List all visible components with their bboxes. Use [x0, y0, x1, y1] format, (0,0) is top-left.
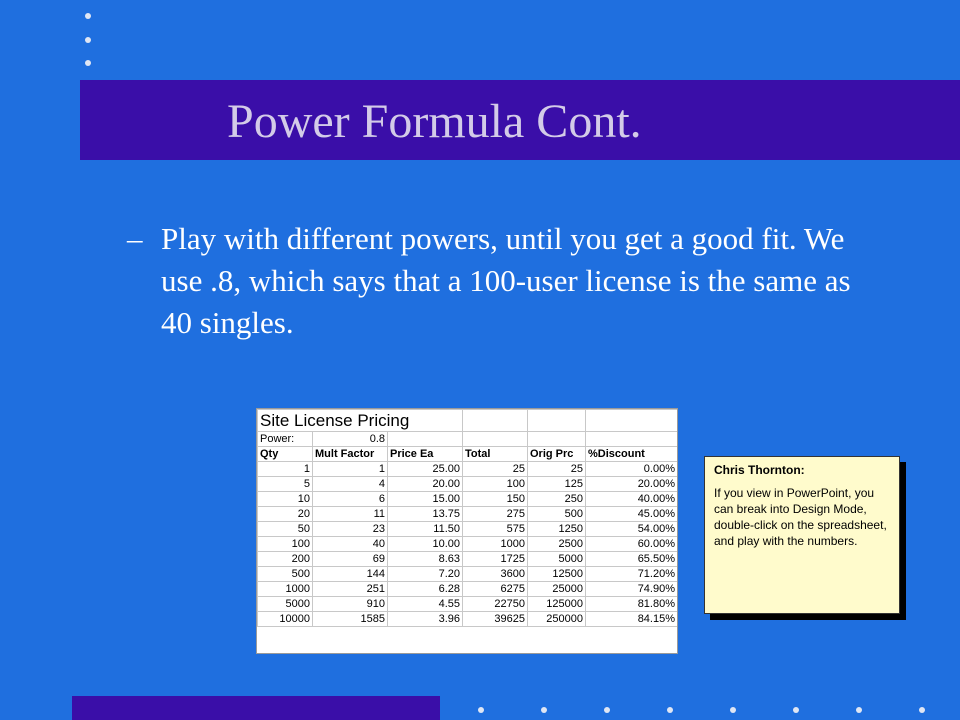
table-cell: 2500 — [528, 537, 586, 552]
table-cell: 10.00 — [388, 537, 463, 552]
power-value: 0.8 — [313, 432, 388, 447]
column-header: Price Ea — [388, 447, 463, 462]
table-row — [258, 477, 678, 492]
table-cell: 250000 — [528, 612, 586, 627]
table-cell: 6275 — [463, 582, 528, 597]
table-cell: 23 — [313, 522, 388, 537]
table-cell: 125 — [528, 477, 586, 492]
table-cell — [586, 432, 678, 447]
decorative-dot — [85, 60, 91, 66]
table-cell: 0.00% — [586, 462, 678, 477]
table-cell: 100 — [258, 537, 313, 552]
table-row — [258, 552, 678, 567]
table-cell: 7.20 — [388, 567, 463, 582]
table-cell: 4 — [313, 477, 388, 492]
bullet-marker: – — [127, 221, 143, 256]
table-cell: 8.63 — [388, 552, 463, 567]
table-cell — [586, 410, 678, 432]
table-cell: 74.90% — [586, 582, 678, 597]
table-cell — [528, 432, 586, 447]
column-header: Mult Factor — [313, 447, 388, 462]
decorative-dot — [730, 707, 736, 713]
table-cell: 40 — [313, 537, 388, 552]
column-header: %Discount — [586, 447, 678, 462]
table-cell: 910 — [313, 597, 388, 612]
table-cell — [528, 410, 586, 432]
table-cell: 54.00% — [586, 522, 678, 537]
table-cell: 25 — [528, 462, 586, 477]
table-cell: 1 — [258, 462, 313, 477]
table-cell: 100 — [463, 477, 528, 492]
table-cell: 40.00% — [586, 492, 678, 507]
table-cell: 50 — [258, 522, 313, 537]
table-cell: 275 — [463, 507, 528, 522]
table-cell: 1725 — [463, 552, 528, 567]
decorative-dot — [478, 707, 484, 713]
table-row — [258, 507, 678, 522]
column-header: Orig Prc — [528, 447, 586, 462]
table-cell: 150 — [463, 492, 528, 507]
table-cell: 251 — [313, 582, 388, 597]
table-cell: 575 — [463, 522, 528, 537]
table-cell: 13.75 — [388, 507, 463, 522]
bottom-accent-bar — [72, 696, 440, 720]
column-header: Total — [463, 447, 528, 462]
table-cell: 60.00% — [586, 537, 678, 552]
decorative-dot — [85, 37, 91, 43]
table-cell: 6.28 — [388, 582, 463, 597]
table-cell: 71.20% — [586, 567, 678, 582]
table-row — [258, 567, 678, 582]
table-cell: 1 — [313, 462, 388, 477]
table-cell: 25 — [463, 462, 528, 477]
table-row — [258, 537, 678, 552]
table-cell: 125000 — [528, 597, 586, 612]
decorative-dot — [793, 707, 799, 713]
table-cell: 20.00% — [586, 477, 678, 492]
table-cell: 25.00 — [388, 462, 463, 477]
table-cell: 15.00 — [388, 492, 463, 507]
table-cell: 3.96 — [388, 612, 463, 627]
table-cell: 1000 — [463, 537, 528, 552]
table-cell: 12500 — [528, 567, 586, 582]
table-row — [258, 612, 678, 627]
table-cell: 45.00% — [586, 507, 678, 522]
table-cell — [463, 432, 528, 447]
table-cell: 1000 — [258, 582, 313, 597]
comment-note[interactable] — [704, 456, 900, 614]
pricing-table — [257, 409, 678, 627]
table-row — [258, 462, 678, 477]
header-row — [258, 447, 678, 462]
table-cell: 500 — [528, 507, 586, 522]
table-cell: 1585 — [313, 612, 388, 627]
bullet-text: Play with different powers, until you get a good fit. We use .8, which says that a 100-user license is the same as 40 singles. — [161, 221, 851, 340]
table-cell: 144 — [313, 567, 388, 582]
bullet-point — [127, 218, 887, 344]
table-cell: 1250 — [528, 522, 586, 537]
table-cell: 10000 — [258, 612, 313, 627]
table-cell — [388, 432, 463, 447]
table-cell: 200 — [258, 552, 313, 567]
decorative-dot — [919, 707, 925, 713]
table-cell: 20 — [258, 507, 313, 522]
table-cell: 25000 — [528, 582, 586, 597]
table-cell: 6 — [313, 492, 388, 507]
table-cell: 250 — [528, 492, 586, 507]
table-cell: 4.55 — [388, 597, 463, 612]
table-row — [258, 522, 678, 537]
table-cell: 500 — [258, 567, 313, 582]
table-row — [258, 597, 678, 612]
decorative-dot — [85, 13, 91, 19]
table-cell: 22750 — [463, 597, 528, 612]
table-cell: 5000 — [258, 597, 313, 612]
decorative-dot — [541, 707, 547, 713]
decorative-dot — [667, 707, 673, 713]
power-row — [258, 432, 678, 447]
table-cell: 69 — [313, 552, 388, 567]
table-cell: 11.50 — [388, 522, 463, 537]
table-cell: 5 — [258, 477, 313, 492]
comment-author: Chris Thornton: — [714, 463, 805, 477]
slide-title: Power Formula Cont. — [227, 95, 642, 148]
table-cell: 20.00 — [388, 477, 463, 492]
table-title-row — [258, 410, 678, 432]
table-cell: 39625 — [463, 612, 528, 627]
comment-text: If you view in PowerPoint, you can break into Design Mode, double-click on the spreadsheet, and play with the numbers. — [714, 486, 887, 548]
table-row — [258, 492, 678, 507]
table-row — [258, 582, 678, 597]
table-cell: 81.80% — [586, 597, 678, 612]
table-cell: 10 — [258, 492, 313, 507]
table-cell: 5000 — [528, 552, 586, 567]
spreadsheet-title: Site License Pricing — [258, 410, 463, 432]
decorative-dot — [604, 707, 610, 713]
power-label: Power: — [258, 432, 313, 447]
table-cell: 65.50% — [586, 552, 678, 567]
column-header: Qty — [258, 447, 313, 462]
embedded-spreadsheet[interactable] — [256, 408, 678, 654]
table-cell — [463, 410, 528, 432]
table-cell: 3600 — [463, 567, 528, 582]
table-cell: 11 — [313, 507, 388, 522]
decorative-dot — [856, 707, 862, 713]
table-cell: 84.15% — [586, 612, 678, 627]
